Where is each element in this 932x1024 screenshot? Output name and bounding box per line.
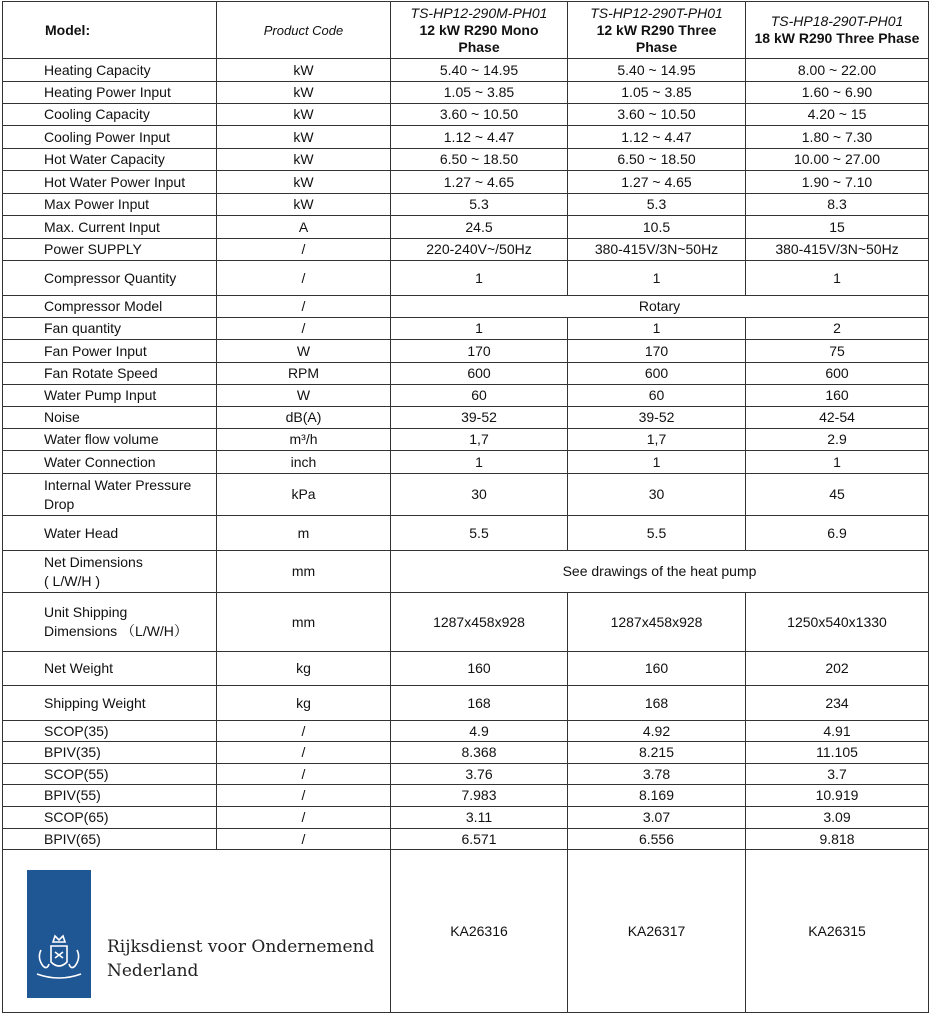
spec-unit: / [217,239,391,261]
spec-value: 5.5 [391,516,568,551]
spec-table [2,1,929,1013]
spec-label [3,385,217,407]
spec-label [3,216,217,239]
spec-row [3,742,929,764]
spec-value: 4.9 [391,721,568,742]
spec-label-text: SCOP(65) [44,809,109,825]
spec-value: 1,7 [568,429,746,451]
spec-unit: kg [217,652,391,686]
spec-value: 1.80 ~ 7.30 [746,126,929,149]
spec-row [3,516,929,551]
spec-label-text: Compressor Model [44,298,163,314]
spec-value: 6.556 [568,829,746,850]
spec-label-text-cont: Dimensions （L/W/H） [44,623,188,639]
spec-label-text: Hot Water Capacity [44,151,165,167]
spec-unit: kW [217,59,391,82]
spec-value: 4.20 ~ 15 [746,104,929,126]
spec-unit: kg [217,686,391,721]
spec-label-text: BPIV(65) [44,830,101,847]
spec-value: 1.27 ~ 4.65 [568,171,746,194]
spec-label [3,296,217,318]
spec-unit: / [217,261,391,296]
spec-row [3,829,929,850]
spec-value: 7.983 [391,785,568,807]
spec-unit: mm [217,551,391,593]
model-name: 18 kW R290 Three Phase [754,30,920,46]
model-name: 12 kW R290 Mono [419,21,539,38]
spec-label [3,149,217,171]
spec-unit: mm [217,593,391,652]
spec-label [3,785,217,807]
spec-value: 1.27 ~ 4.65 [391,171,568,194]
model-column-3 [746,2,929,59]
registration-code: KA26316 [391,850,568,1013]
spec-value: 1 [391,451,568,474]
spec-label [3,686,217,721]
spec-row [3,239,929,261]
spec-value: 3.76 [391,764,568,785]
spec-value: 160 [391,652,568,686]
spec-unit: / [217,829,391,850]
spec-value: 8.00 ~ 22.00 [746,59,929,82]
spec-value: 3.11 [391,807,568,829]
spec-value: 380-415V/3N~50Hz [568,239,746,261]
spec-value: 1 [568,318,746,340]
spec-value: 220-240V~/50Hz [391,239,568,261]
spec-value: 5.5 [568,516,746,551]
spec-value: 5.40 ~ 14.95 [568,59,746,82]
spec-label-text: Water Head [44,524,119,541]
spec-value: 8.3 [746,194,929,216]
spec-value: 39-52 [568,407,746,429]
spec-label [3,474,217,516]
model-name-cont: Phase [458,38,500,55]
spec-unit: kW [217,126,391,149]
spec-label-text: Fan Power Input [44,342,147,359]
spec-value: 1 [568,261,746,296]
spec-label-text: Internal Water Pressure [44,476,192,493]
spec-unit: A [217,216,391,239]
spec-value: 42-54 [746,407,929,429]
spec-unit: / [217,785,391,807]
spec-unit: dB(A) [217,407,391,429]
spec-label-text: Water Connection [44,453,156,470]
spec-label-text: Noise [44,409,80,425]
registration-code: KA26315 [746,850,929,1013]
spec-row [3,593,929,652]
spec-label-text: Fan Rotate Speed [44,365,158,381]
spec-value: 3.60 ~ 10.50 [391,104,568,126]
spec-value: 1.12 ~ 4.47 [391,126,568,149]
spec-value: 600 [568,363,746,385]
spec-label [3,318,217,340]
spec-label [3,82,217,104]
spec-value: 24.5 [391,216,568,239]
spec-unit: / [217,296,391,318]
spec-body [3,59,929,850]
spec-value: 10.919 [746,785,929,807]
spec-row [3,551,929,593]
spec-row [3,82,929,104]
spec-unit: / [217,721,391,742]
model-column-1 [391,2,568,59]
spec-label-text: Water Pump Input [44,387,157,403]
spec-label [3,807,217,829]
spec-label-text: SCOP(55) [44,765,109,782]
spec-value: 5.3 [568,194,746,216]
spec-unit: W [217,385,391,407]
spec-row [3,194,929,216]
spec-label-text: Hot Water Power Input [44,173,186,190]
spec-value: 380-415V/3N~50Hz [746,239,929,261]
spec-label-text-cont: ( L/W/H ) [44,572,100,589]
spec-label-text: BPIV(35) [44,744,101,760]
certification-row [3,850,929,1013]
spec-value: 160 [746,385,929,407]
spec-label-text-cont: Drop [44,495,75,512]
spec-label [3,126,217,149]
spec-label [3,516,217,551]
spec-value: 1.12 ~ 4.47 [568,126,746,149]
spec-row [3,764,929,785]
spec-value: 6.50 ~ 18.50 [391,149,568,171]
spec-label [3,451,217,474]
registration-code: KA26317 [568,850,746,1013]
spec-value: 30 [391,474,568,516]
model-column-2 [568,2,746,59]
spec-value: 1 [568,451,746,474]
spec-label-text: SCOP(35) [44,722,109,739]
spec-label [3,764,217,785]
logo-bar [27,870,91,998]
spec-value: 1.05 ~ 3.85 [391,82,568,104]
spec-value: 4.92 [568,721,746,742]
spec-unit: kPa [217,474,391,516]
spec-unit: kW [217,171,391,194]
spec-row [3,126,929,149]
spec-label-text: Water flow volume [44,431,159,447]
model-label: Model: [3,2,217,59]
spec-unit: kW [217,149,391,171]
spec-label-text: Unit Shipping [44,604,128,620]
header-row [3,2,929,59]
spec-value: 2 [746,318,929,340]
spec-label [3,194,217,216]
spec-row [3,807,929,829]
spec-value: 8.368 [391,742,568,764]
spec-label [3,593,217,652]
spec-value: 160 [568,652,746,686]
spec-value: 1250x540x1330 [746,593,929,652]
spec-row [3,429,929,451]
spec-value: 600 [746,363,929,385]
spec-label-text: Max. Current Input [44,218,160,235]
product-code-label: Product Code [217,2,391,59]
spec-row [3,296,929,318]
model-code: TS-HP12-290T-PH01 [590,4,723,21]
spec-label-text: Net Weight [44,660,113,676]
spec-row [3,261,929,296]
spec-label [3,104,217,126]
spec-value: 9.818 [746,829,929,850]
spec-row [3,385,929,407]
spec-label [3,742,217,764]
spec-value: 1.60 ~ 6.90 [746,82,929,104]
spec-value: 6.9 [746,516,929,551]
spec-unit: kW [217,82,391,104]
model-code: TS-HP12-290M-PH01 [410,4,548,21]
spec-label-text: Max Power Input [44,196,150,212]
spec-value: 1287x458x928 [568,593,746,652]
spec-value: 3.09 [746,807,929,829]
spec-value: 1287x458x928 [391,593,568,652]
spec-label-text: Power SUPPLY [44,241,142,257]
spec-value: 75 [746,340,929,363]
spec-label-text: Heating Capacity [44,61,151,78]
spec-unit: m³/h [217,429,391,451]
spec-value: 10.00 ~ 27.00 [746,149,929,171]
spec-value: 1 [391,261,568,296]
spec-row [3,318,929,340]
spec-value: 1.90 ~ 7.10 [746,171,929,194]
spec-value: 3.7 [746,764,929,785]
spec-value: 600 [391,363,568,385]
spec-row [3,216,929,239]
spec-label [3,429,217,451]
spec-value: 8.169 [568,785,746,807]
spec-unit: W [217,340,391,363]
spec-value: 60 [391,385,568,407]
agency-name: Rijksdienst voor Ondernemend [107,937,375,957]
spec-value: 168 [391,686,568,721]
spec-unit: / [217,807,391,829]
model-name: 12 kW R290 Three [596,21,717,38]
spec-value: 10.5 [568,216,746,239]
spec-value: 3.07 [568,807,746,829]
spec-value: 5.3 [391,194,568,216]
spec-row [3,171,929,194]
spec-value: 60 [568,385,746,407]
spec-value: 170 [568,340,746,363]
spec-unit: / [217,742,391,764]
spec-value: 11.105 [746,742,929,764]
spec-value: 5.40 ~ 14.95 [391,59,568,82]
spec-value: 6.50 ~ 18.50 [568,149,746,171]
model-code: TS-HP18-290T-PH01 [770,13,904,29]
spec-value: 234 [746,686,929,721]
spec-row [3,149,929,171]
coat-of-arms-icon [27,928,91,988]
spec-label [3,59,217,82]
spec-unit: RPM [217,363,391,385]
spec-row [3,59,929,82]
spec-value: 1 [746,451,929,474]
spec-label [3,171,217,194]
spec-row [3,474,929,516]
spec-value: 1.05 ~ 3.85 [568,82,746,104]
spec-label [3,340,217,363]
spec-label [3,239,217,261]
spec-value-merged: Rotary [391,296,929,318]
spec-label-text: Shipping Weight [44,694,146,711]
spec-value: 1 [746,261,929,296]
spec-row [3,652,929,686]
spec-row [3,451,929,474]
spec-row [3,785,929,807]
spec-row [3,104,929,126]
spec-label-text: Cooling Power Input [44,128,171,145]
spec-row [3,363,929,385]
spec-unit: kW [217,104,391,126]
spec-label-text: Net Dimensions [44,553,143,570]
spec-value: 8.215 [568,742,746,764]
spec-row [3,686,929,721]
spec-label-text: Heating Power Input [44,84,171,100]
model-name-cont: Phase [635,38,678,55]
spec-value: 30 [568,474,746,516]
spec-unit: m [217,516,391,551]
spec-row [3,340,929,363]
spec-value: 45 [746,474,929,516]
spec-value: 2.9 [746,429,929,451]
agency-country: Nederland [107,961,199,981]
spec-unit: kW [217,194,391,216]
spec-value: 6.571 [391,829,568,850]
spec-label-text: Cooling Capacity [44,106,150,122]
spec-value: 39-52 [391,407,568,429]
spec-label [3,652,217,686]
logo-text [107,935,374,983]
spec-label-text: Fan quantity [44,320,122,336]
spec-value: 202 [746,652,929,686]
spec-value: 170 [391,340,568,363]
spec-label-text: BPIV(55) [44,787,101,803]
spec-value: 1,7 [391,429,568,451]
spec-row [3,721,929,742]
spec-label-text: Compressor Quantity [44,269,177,286]
spec-label [3,829,217,850]
spec-unit: / [217,318,391,340]
spec-value-merged: See drawings of the heat pump [391,551,929,593]
spec-value: 3.60 ~ 10.50 [568,104,746,126]
spec-value: 168 [568,686,746,721]
spec-value: 3.78 [568,764,746,785]
spec-unit: / [217,764,391,785]
logo-cell [3,850,391,1013]
spec-label [3,721,217,742]
spec-label [3,551,217,593]
spec-value: 4.91 [746,721,929,742]
spec-label [3,261,217,296]
spec-label [3,407,217,429]
spec-unit: inch [217,451,391,474]
spec-value: 15 [746,216,929,239]
spec-row [3,407,929,429]
spec-value: 1 [391,318,568,340]
spec-label [3,363,217,385]
